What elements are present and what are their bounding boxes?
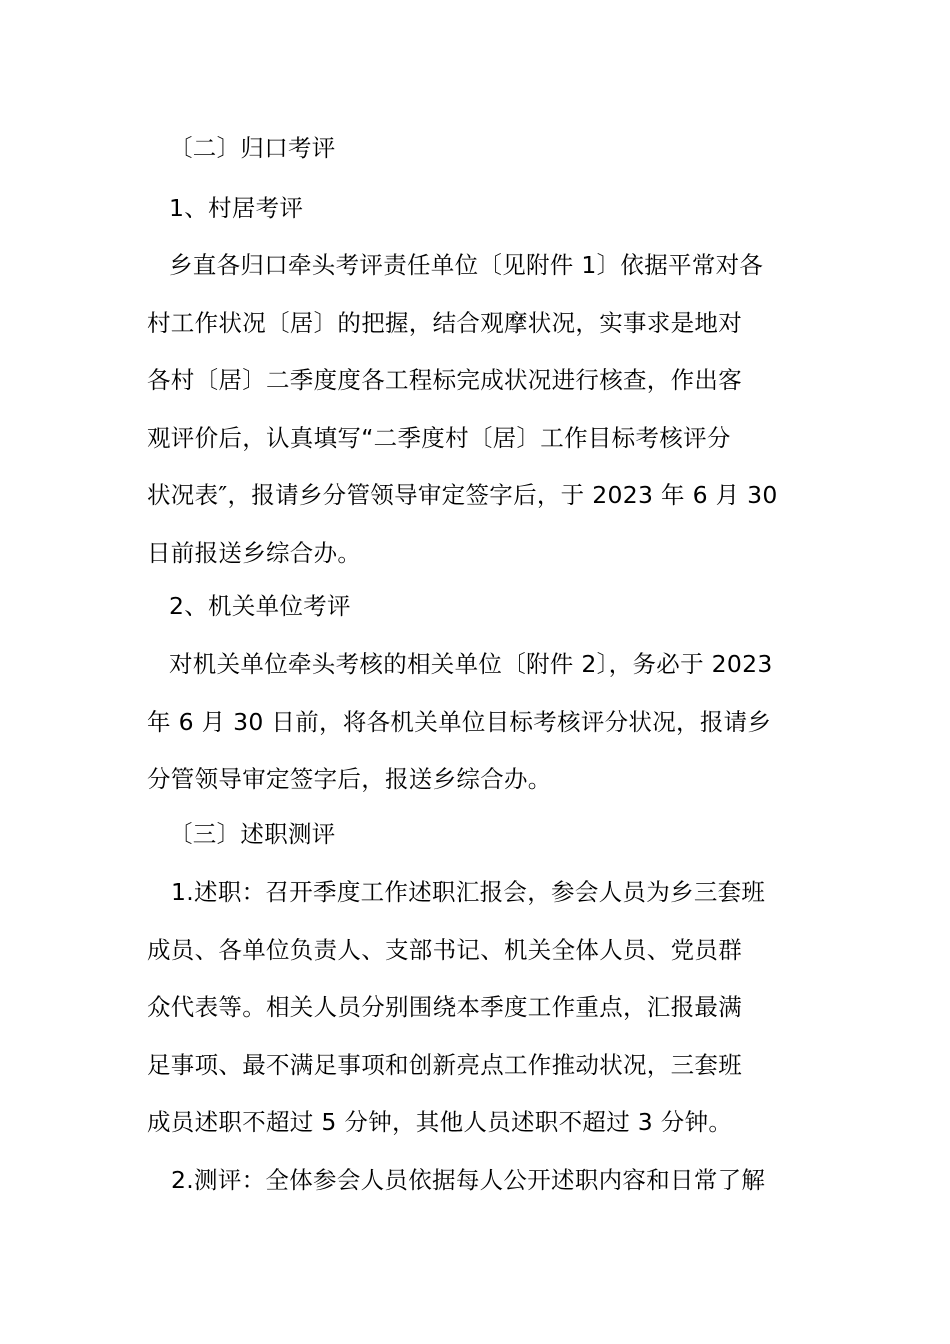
subsection-heading: 2、机关单位考评 [169, 592, 351, 620]
paragraph-line: 成员述职不超过 5 分钟，其他人员述职不超过 3 分钟。 [147, 1108, 733, 1136]
paragraph-line: 分管领导审定签字后，报送乡综合办。 [147, 765, 552, 793]
paragraph-line: 2.测评：全体参会人员依据每人公开述职内容和日常了解 [171, 1166, 766, 1194]
paragraph-line: 众代表等。相关人员分别围绕本季度工作重点，汇报最满 [147, 993, 742, 1021]
paragraph-village-evaluation [147, 237, 807, 582]
paragraph-assessment [147, 1152, 807, 1210]
heading-section-2 [147, 120, 807, 178]
paragraph-line: 状况表″，报请乡分管领导审定签字后，于 2023 年 6 月 30 [147, 481, 778, 509]
subsection-heading: 1、村居考评 [169, 194, 304, 222]
section-heading: 〔二〕归口考评 [169, 134, 336, 162]
paragraph-line: 村工作状况〔居〕的把握，结合观摩状况，实事求是地对 [147, 308, 742, 337]
paragraph-line: 对机关单位牵头考核的相关单位〔附件 2〕，务必于 2023 [169, 650, 773, 678]
subheading-village [147, 180, 807, 238]
paragraph-agency-evaluation [147, 636, 807, 809]
paragraph-line: 1.述职：召开季度工作述职汇报会，参会人员为乡三套班 [171, 878, 766, 906]
section-heading: 〔三〕述职测评 [169, 820, 336, 848]
paragraph-line: 各村〔居〕二季度度各工程标完成状况进行核查，作出客 [147, 366, 742, 394]
paragraph-line: 年 6 月 30 日前，将各机关单位目标考核评分状况，报请乡 [147, 707, 772, 736]
paragraph-line: 乡直各归口牵头考评责任单位〔见附件 1〕依据平常对各 [169, 251, 764, 279]
heading-section-3 [147, 806, 807, 864]
paragraph-line: 成员、各单位负责人、支部书记、机关全体人员、党员群 [147, 935, 742, 964]
paragraph-line: 日前报送乡综合办。 [147, 538, 362, 567]
paragraph-debriefing [147, 864, 807, 1152]
paragraph-line: 足事项、最不满足事项和创新亮点工作推动状况，三套班 [147, 1050, 742, 1079]
subheading-agencies [147, 578, 807, 636]
paragraph-line: 观评价后，认真填写“二季度村〔居〕工作目标考核评分 [147, 423, 731, 452]
